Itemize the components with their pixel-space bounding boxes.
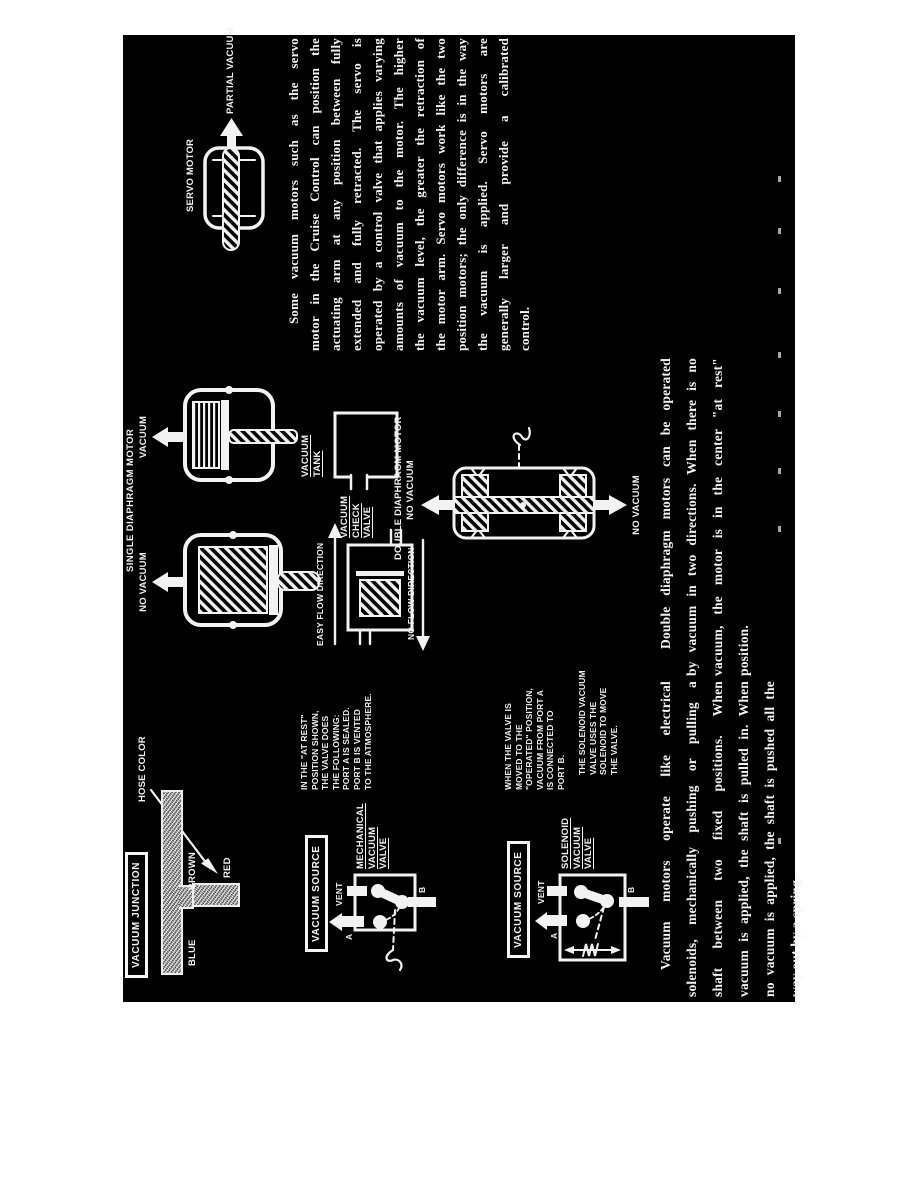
sol-valve-note1-line: IS CONNECTED TO: [545, 710, 556, 790]
film-speck: [778, 176, 781, 182]
servo-paragraph: [283, 38, 535, 351]
vacuum-check-valve-label-line: VACUUM: [339, 495, 350, 538]
hose-color-label: HOSE COLOR: [137, 736, 148, 802]
sol-valve-note1: [503, 688, 567, 790]
sol-valve-note2-line: VALVE USES THE: [587, 701, 598, 775]
mechanical-valve-label: [355, 803, 390, 869]
double-diaphragm-motor-shape: [421, 428, 627, 538]
no-vacuum-label: NO VACUUM: [138, 552, 149, 612]
single-diaphragm-header: SINGLE DIAPHRAGM MOTOR: [125, 428, 136, 572]
solenoid-valve-label-line: VALVE: [583, 837, 594, 869]
sol-valve-note2-line: THE VALVE.: [608, 725, 619, 775]
junction-horizontal-hose: [161, 790, 183, 975]
brown-hose-label: BROWN: [187, 852, 198, 890]
sol-port-a-label: A: [549, 932, 559, 939]
vacuum-label: VACUUM: [138, 415, 149, 459]
vacuum-junction-badge: [125, 852, 148, 978]
mech-valve-note-line: THE VALVE DOES: [320, 715, 331, 790]
mech-valve-note: [299, 693, 373, 790]
servo-motor-label: SERVO MOTOR: [185, 138, 196, 212]
mech-valve-note-line: IN THE "AT REST": [299, 714, 309, 790]
servo-paragraph-line: generally larger and provide a calibrated: [496, 38, 511, 351]
mech-valve-note-line: TO THE ATMOSPHERE.: [362, 693, 373, 790]
mechanical-valve-label-line: VACUUM: [366, 826, 378, 869]
sol-valve-note1-line: MOVED TO THE: [513, 724, 524, 790]
sol-valve-note1-line: WHEN THE VALVE IS: [503, 703, 513, 790]
mech-vacuum-source-badge: [305, 835, 328, 952]
sol-vacuum-source-badge-label: VACUUM SOURCE: [510, 844, 527, 955]
vacuum-check-valve-label-line: CHECK: [350, 503, 362, 538]
film-speck: [778, 468, 781, 474]
film-speck: [778, 352, 781, 358]
double-diaphragm-paragraph-line: Double diaphragm motors can be operated: [658, 358, 673, 649]
film-negative-area: [123, 27, 803, 1002]
vacuum-motors-paragraph-line: solenoids, mechanically pushing or pulling a: [684, 681, 699, 997]
mech-port-b-label: B: [417, 886, 427, 893]
servo-paragraph-line: the vacuum level, the greater the retraction of: [412, 38, 427, 351]
mechanical-valve-label-line: MECHANICAL: [355, 803, 366, 869]
servo-paragraph-line: Some vacuum motors such as the servo: [286, 38, 301, 324]
mech-valve-note-line: THE FOLLOWING:: [330, 714, 341, 790]
film-speck: [778, 288, 781, 294]
film-speck: [778, 411, 781, 417]
easy-flow-label: EASY FLOW DIRECTION: [315, 542, 325, 646]
mech-vent-label: VENT: [334, 882, 344, 906]
sol-valve-note2-line: SOLENOID TO MOVE: [598, 687, 609, 775]
single-diaphragm-motor-no-vacuum: [152, 531, 319, 629]
vacuum-check-valve-label: [339, 496, 374, 538]
mech-port-a-label: A: [344, 933, 354, 940]
vacuum-junction-badge-label: VACUUM JUNCTION: [128, 855, 145, 975]
servo-paragraph-line: extended and fully retracted. The servo is: [349, 38, 364, 351]
junction-red-hose: [192, 883, 240, 907]
sol-valve-note1-line: PORT B.: [555, 754, 566, 790]
vacuum-tank-shape: [335, 413, 397, 489]
mech-vacuum-source-badge-label: VACUUM SOURCE: [308, 838, 325, 949]
vacuum-tank-label-line: VACUUM: [300, 434, 311, 477]
double-diaphragm-paragraph: [653, 358, 757, 676]
sol-vacuum-source-badge: [507, 841, 530, 958]
vacuum-motors-paragraph-line: Vacuum motors operate like electrical: [658, 681, 673, 970]
double-diaphragm-paragraph-line: vacuum, the motor is in the center "at rest": [710, 358, 725, 676]
vacuum-motors-paragraph-line: no vacuum is applied, the shaft is pushed all the: [762, 681, 777, 997]
servo-paragraph-line: position motors; the only difference is in the way: [454, 38, 469, 351]
vacuum-motors-paragraph-line: vacuum is applied, the shaft is pulled in. When: [736, 681, 751, 997]
red-hose-label: RED: [222, 857, 233, 878]
mech-valve-note-line: PORT A IS SEALED.: [341, 707, 352, 790]
servo-paragraph-line: the motor arm. Servo motors work like the two: [433, 38, 448, 351]
vacuum-motors-paragraph: [653, 681, 809, 997]
solenoid-valve-label: [560, 818, 595, 869]
solenoid-valve-label-line: SOLENOID: [560, 817, 571, 869]
sol-valve-note1-line: VACUUM FROM PORT A: [534, 689, 545, 790]
double-diaphragm-title-line: DOUBLE DIAPHRAGM MOTOR: [393, 416, 404, 560]
sol-port-b-label: B: [626, 886, 636, 893]
vacuum-check-valve-label-line: VALVE: [362, 506, 373, 538]
double-diaphragm-title: [393, 416, 416, 560]
partial-vacuum-label: PARTIAL VACUUM: [225, 27, 236, 114]
double-diaphragm-title-line: NO VACUUM: [404, 460, 416, 520]
double-no-vacuum-label: NO VACUUM: [631, 475, 642, 535]
vacuum-motors-paragraph-line: shaft between two fixed positions. When: [710, 681, 725, 997]
servo-paragraph-line: amounts of vacuum to the motor. The higher: [391, 38, 406, 351]
mech-valve-note-line: POSITION SHOWN,: [309, 710, 320, 790]
vacuum-tank-label-line: TANK: [311, 450, 323, 477]
servo-paragraph-line: motor in the Cruise Control can position the: [307, 38, 322, 351]
sol-valve-note2-line: THE SOLENOID VACUUM: [577, 670, 587, 775]
sol-vent-label: VENT: [536, 880, 546, 904]
sol-valve-note1-line: "OPERATED" POSITION,: [524, 688, 535, 790]
single-diaphragm-motor-vacuum: [152, 386, 297, 484]
blue-hose-label: BLUE: [187, 939, 198, 966]
servo-paragraph-line: actuating arm at any position between fully: [328, 38, 343, 351]
mechanical-valve-label-line: VALVE: [378, 837, 389, 869]
vacuum-motors-paragraph-line: way out by a spring.: [788, 876, 803, 997]
film-speck: [778, 228, 781, 234]
no-flow-label: NO FLOW DIRECTION: [406, 547, 416, 640]
mech-valve-note-line: PORT B IS VENTED: [351, 709, 362, 790]
film-speck: [778, 526, 781, 532]
servo-paragraph-line: control.: [517, 306, 532, 351]
solenoid-valve-label-line: VACUUM: [571, 826, 583, 869]
double-diaphragm-paragraph-line: position.: [736, 625, 751, 676]
double-diaphragm-paragraph-line: by vacuum in two directions. When there is no: [684, 358, 699, 676]
film-speck: [778, 838, 781, 844]
servo-paragraph-line: the vacuum is applied. Servo motors are: [475, 38, 490, 351]
servo-paragraph-line: operated by a control valve that applies varying: [370, 38, 385, 351]
servo-motor-shape: [205, 118, 263, 250]
vacuum-tank-label: [300, 435, 323, 477]
sol-valve-note2: [577, 670, 619, 775]
